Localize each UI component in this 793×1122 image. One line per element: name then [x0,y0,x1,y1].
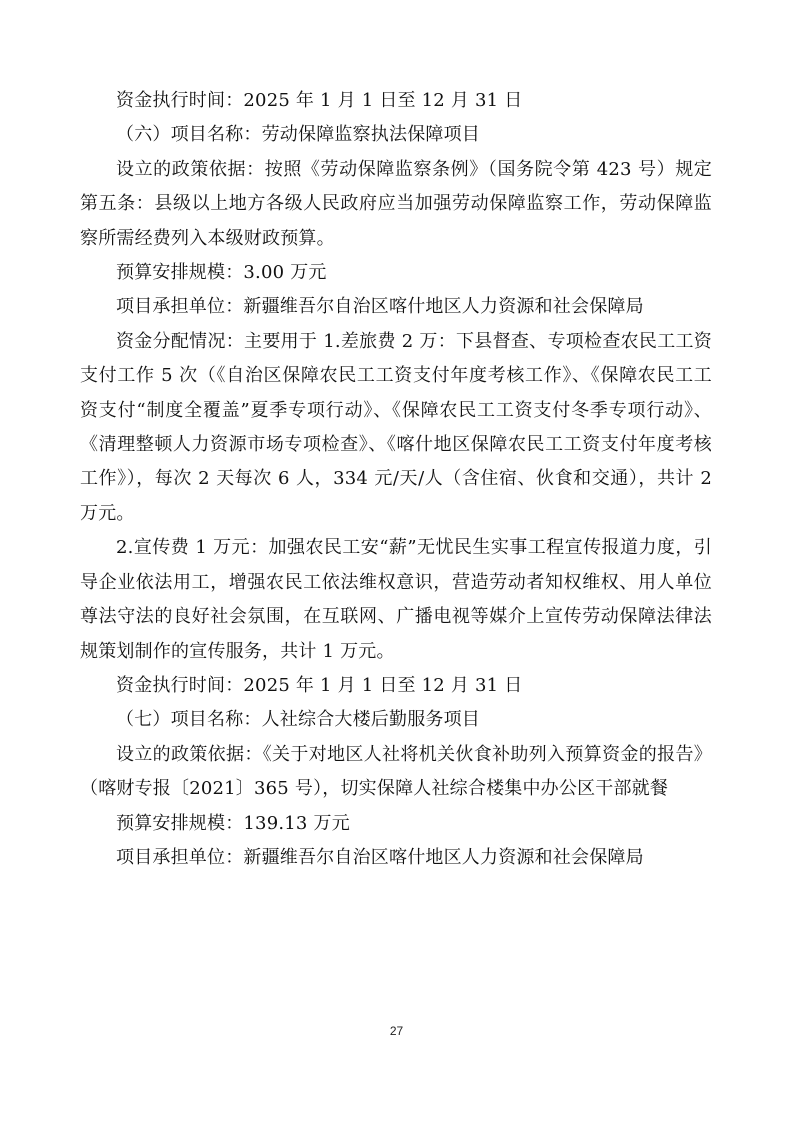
paragraph-project-6-budget: 预算安排规模：3.00 万元 [116,262,327,284]
page-number: 27 [389,1024,404,1038]
paragraph-project-6-unit: 项目承担单位：新疆维吾尔自治区喀什地区人力资源和社会保障局 [116,296,644,318]
paragraph-project-7-budget: 预算安排规模：139.13 万元 [116,812,350,834]
paragraph-project-6-policy-basis: 设立的政策依据：按照《劳动保障监察条例》（国务院令第 423 号）规定第五条：县级以上地方各级人民政府应当加强劳动保障监察工作，劳动保障监察所需经费列入本级财政预算。 [80,158,712,249]
paragraph-project-6-allocation: 资金分配情况：主要用于 1.差旅费 2 万：下县督查、专项检查农民工工资支付工作 5 次（《自治区保障农民工工资支付年度考核工作》、《保障农民工工资支付“制度全覆盖”夏季专项行动》、《保障农民工工资支付冬季专项行动》、《清理整顿人力资源市场专项检查》、《喀什地区保障农民工工资支付年度考核工作》），每次 2 天每次 6 人，334 元/天/人（含住宿、伙食和交通），共计 2 万元。 [80,330,712,524]
paragraph-project-7-unit: 项目承担单位：新疆维吾尔自治区喀什地区人力资源和社会保障局 [116,846,644,868]
paragraph-project-6-name: （六）项目名称：劳动保障监察执法保障项目 [116,124,480,146]
paragraph-project-7-name: （七）项目名称：人社综合大楼后勤服务项目 [116,709,480,731]
paragraph-fund-execution-time-2: 资金执行时间：2025 年 1 月 1 日至 12 月 31 日 [116,674,523,696]
document-body [80,84,712,875]
paragraph-project-7-policy-basis: 设立的政策依据：《关于对地区人社将机关伙食补助列入预算资金的报告》（喀财专报〔2021〕365 号），切实保障人社综合楼集中办公区干部就餐 [80,743,712,800]
paragraph-fund-execution-time-1: 资金执行时间：2025 年 1 月 1 日至 12 月 31 日 [116,90,523,111]
paragraph-project-6-publicity: 2.宣传费 1 万元：加强农民工安“薪”无忧民生实事工程宣传报道力度，引导企业依法用工，增强农民工依法维权意识，营造劳动者知权维权、用人单位尊法守法的良好社会氛围，在互联网、广播电视等媒介上宣传劳动保障法律法规策划制作的宣传服务，共计 1 万元。 [80,537,712,662]
